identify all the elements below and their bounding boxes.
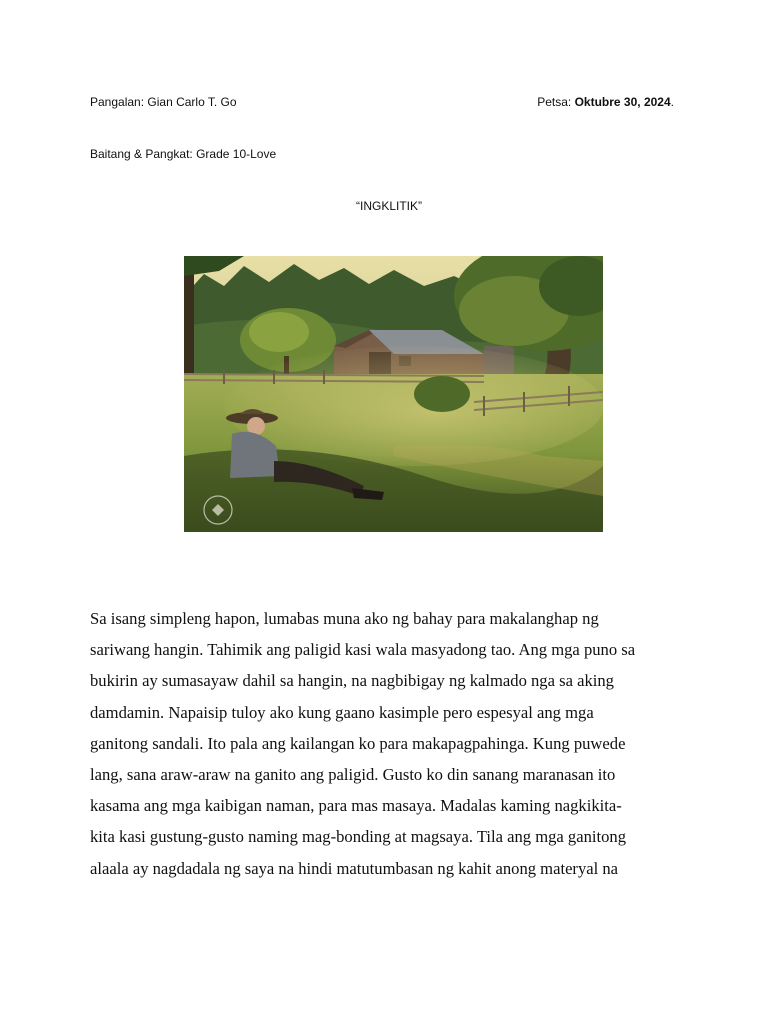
essay-line: ganitong sandali. Ito pala ang kailangan ko para makapagpahinga. Kung puwede: [90, 733, 626, 753]
essay-line: damdamin. Napaisip tuloy ako kung gaano kasimple pero espesyal ang mga: [90, 702, 594, 722]
date-label: Petsa:: [537, 95, 575, 109]
date-suffix: .: [670, 95, 674, 109]
document-title: “INGKLITIK”: [355, 199, 422, 213]
date-value: Oktubre 30, 2024: [574, 95, 671, 109]
essay-body: [90, 603, 690, 884]
essay-line: sariwang hangin. Tahimik ang paligid kasi wala masyadong tao. Ang mga puno sa: [90, 640, 636, 660]
name-label: Pangalan:: [90, 95, 148, 109]
grade-section-line: [90, 147, 276, 161]
essay-line: bukirin ay sumasayaw dahil sa hangin, na nagbibigay ng kalmado nga sa aking: [90, 671, 614, 691]
essay-line: kita kasi gustung-gusto naming mag-bonding at magsaya. Tila ang mga ganitong: [90, 827, 627, 847]
date-line: [537, 95, 674, 109]
name-line: [90, 95, 237, 109]
essay-line: Sa isang simpleng hapon, lumabas muna ako ng bahay para makalanghap ng: [90, 609, 599, 628]
essay-line: alaala ay nagdadala ng saya na hindi matutumbasan ng kahit anong materyal na: [90, 858, 619, 878]
grade-value: Grade 10-Love: [196, 147, 277, 161]
essay-line: lang, sana araw-araw na ganito ang paligid. Gusto ko din sanang maranasan ito: [90, 765, 616, 785]
farm-painting-image: [184, 256, 603, 532]
grade-label: Baitang & Pangkat:: [90, 147, 197, 161]
essay-line: kasama ang mga kaibigan naman, para mas masaya. Madalas kaming nagkikita-: [90, 796, 622, 816]
student-name: Gian Carlo T. Go: [147, 95, 237, 109]
